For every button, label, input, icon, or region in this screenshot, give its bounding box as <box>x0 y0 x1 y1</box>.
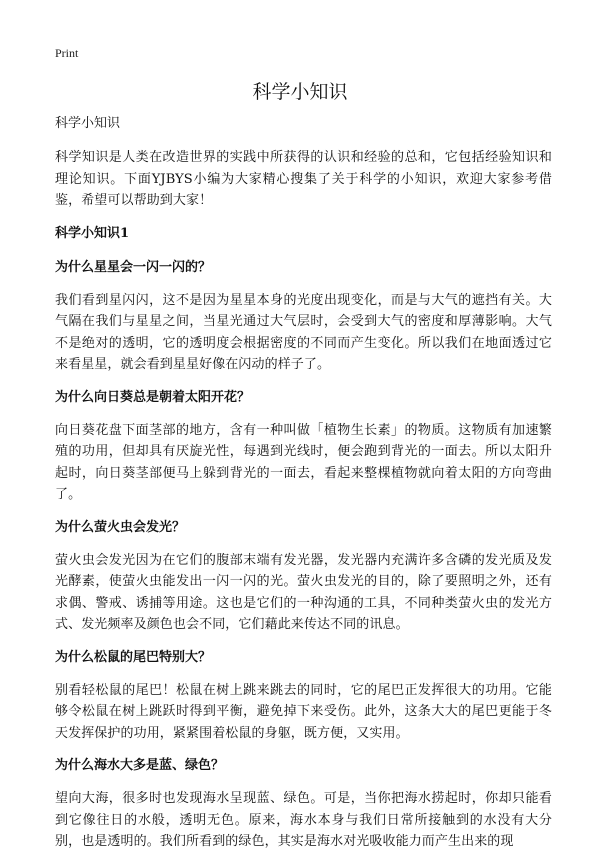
answer-paragraph-sea: 望向大海，很多时也发现海水呈现蓝、绿色。可是，当你把海水捞起时，你却只能看到它像往日的水般，透明无色。原来，海水本身与我们日常所接触到的水没有大分别，也是透明的。我们所看到的绿色，其实是海水对光吸收能力而产生出来的现 <box>55 791 552 849</box>
page-title: 科学小知识 <box>252 81 348 103</box>
question-heading-sea: 为什么海水大多是蓝、绿色？ <box>55 758 225 773</box>
question-heading-stars: 为什么星星会一闪一闪的？ <box>55 259 212 275</box>
answer-paragraph-sunflower: 向日葵花盘下面茎部的地方，含有一种叫做「植物生长素」的物质。这物质有加速繁殖的功用，但却具有厌旋光性，每遇到光线时，便会跑到背光的一面去。所以太阳升起时，向日葵茎部便马上躲到背光的一面去，看起来整棵植物就向着太阳的方向弯曲了。 <box>55 422 552 502</box>
question-heading-squirrel: 为什么松鼠的尾巴特别大？ <box>55 649 212 665</box>
print-link[interactable]: Print <box>55 46 79 60</box>
answer-paragraph-squirrel: 别看轻松鼠的尾巴！松鼠在树上跳来跳去的同时，它的尾巴正发挥很大的功用。它能够令松鼠在树上跳跃时得到平衡，避免掉下来受伤。此外，这条大大的尾巴更能于冬天发挥保护的功用，紧紧围着松鼠的身躯，既方便，又实用。 <box>55 682 552 741</box>
article-body <box>55 114 552 865</box>
section-heading: 科学小知识1 <box>55 225 130 241</box>
question-heading-sunflower: 为什么向日葵总是朝着太阳开花？ <box>55 389 251 405</box>
intro-paragraph: 科学知识是人类在改造世界的实践中所获得的认识和经验的总和，它包括经验知识和理论知识。下面YJBYS小编为大家精心搜集了关于科学的小知识，欢迎大家参考借鉴，希望可以帮助到大家！ <box>55 150 552 208</box>
question-heading-firefly: 为什么萤火虫会发光？ <box>55 519 186 535</box>
answer-paragraph-firefly: 萤火虫会发光因为在它们的腹部末端有发光器，发光器内充满许多含磷的发光质及发光酵素，使萤火虫能发出一闪一闪的光。萤火虫发光的目的，除了要照明之外，还有求偶、警戒、诱捕等用途。这也是它们的一种沟通的工具，不同种类萤火虫的发光方式、发光频率及颜色也会不同，它们藉此来传达不同的讯息。 <box>55 552 552 632</box>
answer-paragraph-stars: 我们看到星闪闪，这不是因为星星本身的光度出现变化，而是与大气的遮挡有关。大气隔在我们与星星之间，当星光通过大气层时，会受到大气的密度和厚薄影响。大气不是绝对的透明，它的透明度会根据密度的不同而产生变化。所以我们在地面透过它来看星星，就会看到星星好像在闪动的样子了。 <box>55 292 552 372</box>
article-subtitle: 科学小知识 <box>55 116 121 131</box>
